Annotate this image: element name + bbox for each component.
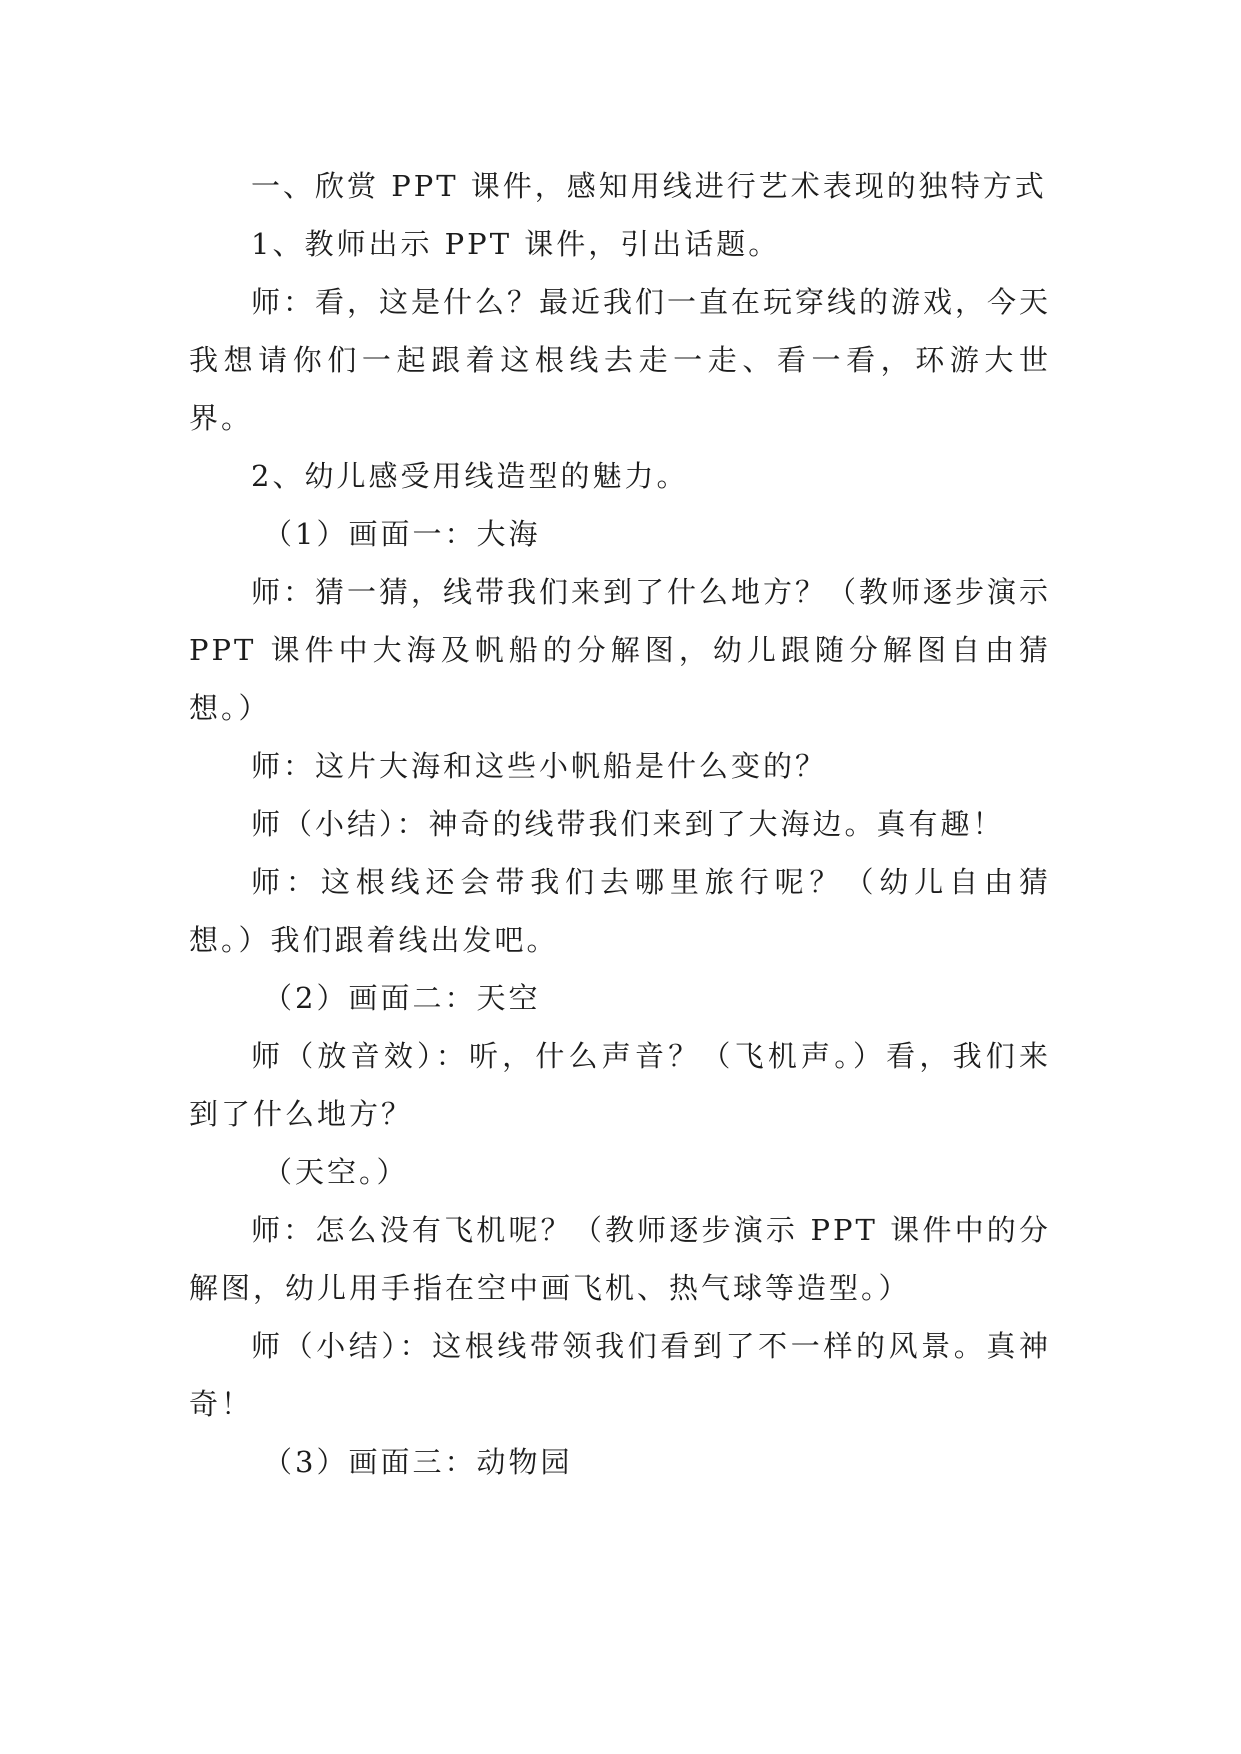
teacher-summary: 师（小结）：这根线带领我们看到了不一样的风景。真神奇！	[189, 1329, 1051, 1421]
document-body	[189, 157, 1051, 1491]
step-heading: 1、教师出示 PPT 课件，引出话题。	[251, 227, 781, 261]
teacher-summary: 师（小结）：神奇的线带我们来到了大海边。真有趣！	[251, 807, 1005, 841]
scene-heading: （2）画面二：天空	[263, 981, 541, 1015]
teacher-line: 师：这片大海和这些小帆船是什么变的？	[251, 749, 828, 783]
scene-heading: （1）画面一：大海	[263, 517, 541, 551]
section-heading: 一、欣赏 PPT 课件，感知用线进行艺术表现的独特方式	[251, 169, 1047, 203]
teacher-line: 师：猜一猜，线带我们来到了什么地方？（教师逐步演示 PPT 课件中大海及帆船的分解图，幼儿跟随分解图自由猜想。）	[189, 575, 1052, 725]
teacher-line: 师：怎么没有飞机呢？（教师逐步演示 PPT 课件中的分解图，幼儿用手指在空中画飞机、热气球等造型。）	[189, 1213, 1051, 1305]
scene-heading: （3）画面三：动物园	[263, 1445, 573, 1479]
teacher-line: 师：看，这是什么？最近我们一直在玩穿线的游戏，今天我想请你们一起跟着这根线去走一走、看一看，环游大世界。	[189, 285, 1052, 435]
teacher-line: 师：这根线还会带我们去哪里旅行呢？（幼儿自由猜想。）我们跟着线出发吧。	[189, 865, 1051, 957]
child-answer: （天空。）	[263, 1155, 409, 1189]
step-heading: 2、幼儿感受用线造型的魅力。	[251, 459, 689, 493]
teacher-line: 师（放音效）：听，什么声音？（飞机声。）看，我们来到了什么地方？	[189, 1039, 1051, 1131]
